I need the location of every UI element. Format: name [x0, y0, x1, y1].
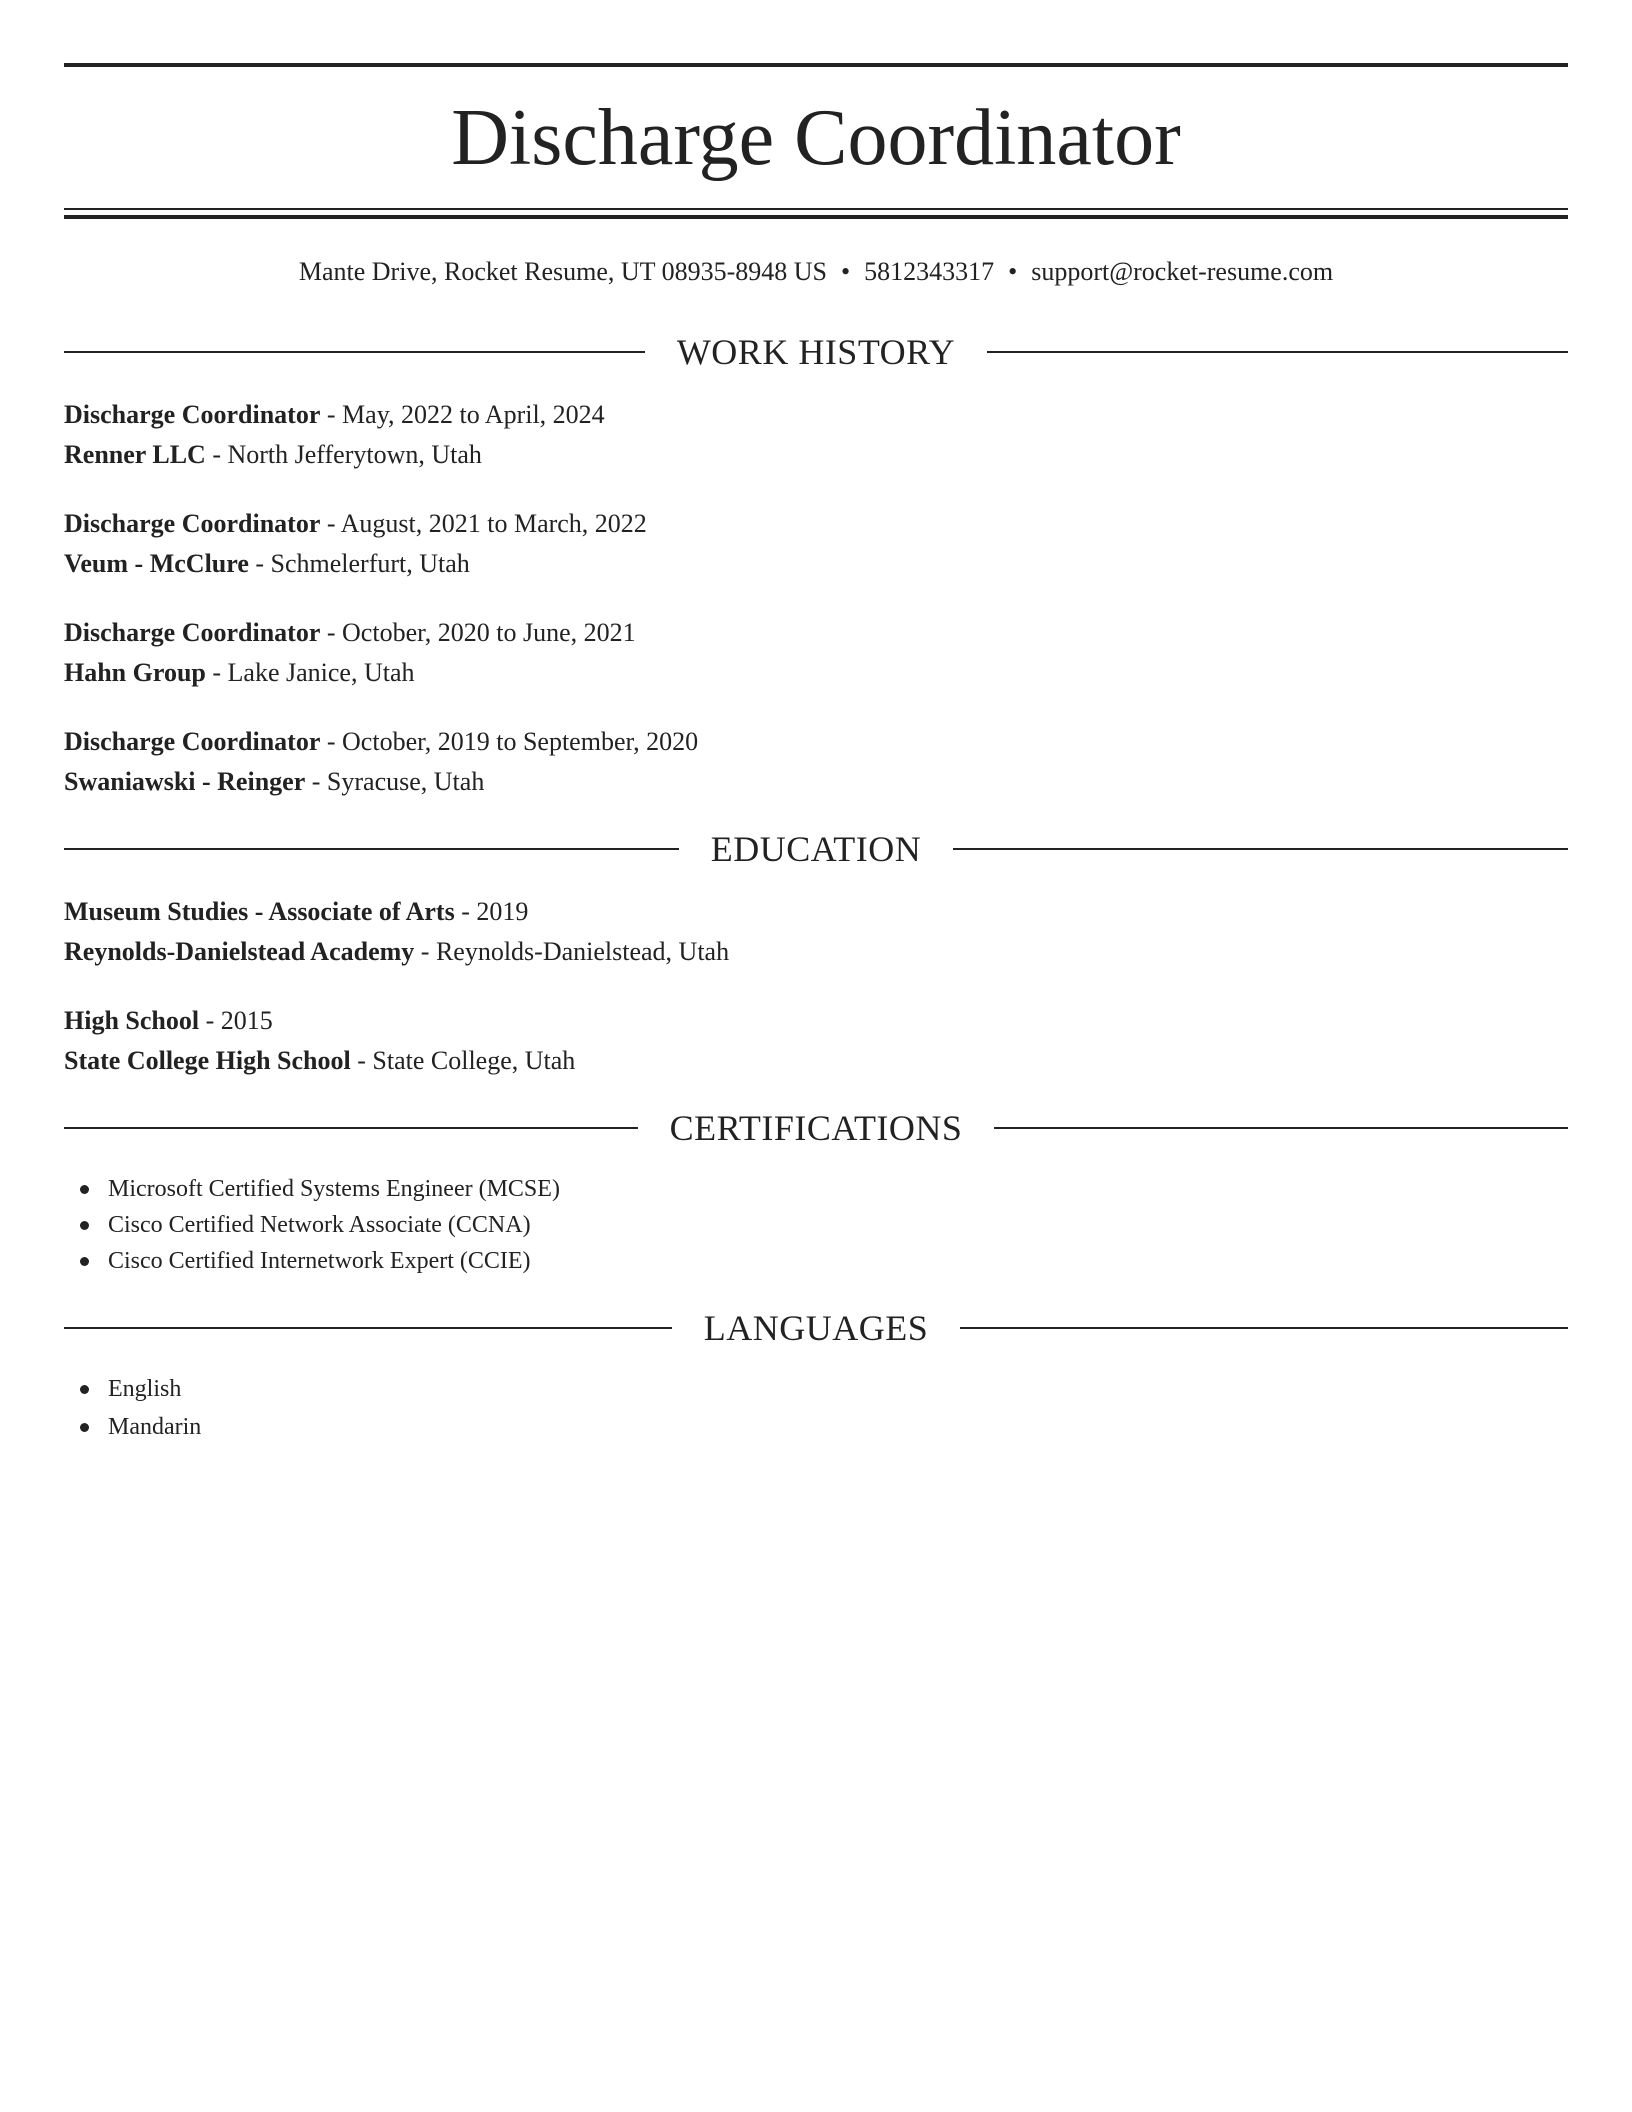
- list-item: Cisco Certified Internetwork Expert (CCIE): [64, 1243, 1568, 1279]
- divider-line: [64, 351, 645, 353]
- contact-phone: 5812343317: [864, 257, 995, 286]
- section-title: EDUCATION: [710, 829, 922, 869]
- job-location: Schmelerfurt, Utah: [270, 549, 470, 578]
- job-title: Discharge Coordinator: [64, 727, 321, 756]
- job-dates: May, 2022 to April, 2024: [342, 400, 605, 429]
- section-heading-work-history: [64, 327, 1568, 377]
- work-entry: Discharge Coordinator - May, 2022 to April, 2024 Renner LLC - North Jefferytown, Utah: [64, 400, 605, 469]
- company-name: Swaniawski - Reinger: [64, 767, 306, 796]
- section-heading-education: [64, 824, 1568, 874]
- divider-line: [953, 848, 1568, 850]
- header-bottom-rule-thin: [64, 208, 1568, 210]
- section-title: LANGUAGES: [703, 1308, 929, 1348]
- education-year: 2015: [220, 1006, 273, 1035]
- company-name: Veum - McClure: [64, 549, 249, 578]
- job-dates: October, 2020 to June, 2021: [342, 618, 636, 647]
- contact-separator: •: [1008, 257, 1018, 286]
- school-location: Reynolds-Danielstead, Utah: [435, 937, 730, 966]
- contact-line: [64, 252, 1568, 292]
- section-title: CERTIFICATIONS: [669, 1108, 963, 1148]
- school-location: State College, Utah: [372, 1046, 576, 1075]
- contact-email: support@rocket-resume.com: [1031, 257, 1334, 286]
- contact-separator: •: [840, 257, 851, 286]
- job-title: Discharge Coordinator: [64, 400, 321, 429]
- header-bottom-rule-thick: [64, 215, 1568, 219]
- school-name: Reynolds-Danielstead Academy: [64, 937, 415, 966]
- company-name: Renner LLC: [64, 440, 206, 469]
- school-name: State College High School: [64, 1046, 351, 1075]
- page-title: Discharge Coordinator: [451, 94, 1181, 182]
- certifications-list: [64, 1171, 1568, 1279]
- section-heading-certifications: [64, 1103, 1568, 1153]
- list-item: Microsoft Certified Systems Engineer (MCSE): [64, 1171, 1568, 1207]
- list-item: English: [64, 1370, 1568, 1408]
- bullet-icon: [80, 1257, 89, 1266]
- job-location: Lake Janice, Utah: [227, 658, 415, 687]
- degree-name: Museum Studies - Associate of Arts: [64, 897, 455, 926]
- bullet-icon: [80, 1221, 89, 1230]
- education-year: 2019: [476, 897, 529, 926]
- divider-line: [64, 1127, 638, 1129]
- work-entry: Discharge Coordinator - October, 2019 to September, 2020 Swaniawski - Reinger - Syracuse, Utah: [64, 727, 699, 796]
- list-item: Mandarin: [64, 1408, 1568, 1446]
- divider-line: [64, 848, 679, 850]
- divider-line: [960, 1327, 1568, 1329]
- job-dates: October, 2019 to September, 2020: [342, 727, 699, 756]
- job-location: Syracuse, Utah: [326, 767, 485, 796]
- work-entry: Discharge Coordinator - October, 2020 to June, 2021 Hahn Group - Lake Janice, Utah: [64, 618, 636, 687]
- divider-line: [987, 351, 1568, 353]
- section-title: WORK HISTORY: [676, 332, 956, 372]
- header-top-rule: [64, 63, 1568, 67]
- list-item: Cisco Certified Network Associate (CCNA): [64, 1207, 1568, 1243]
- degree-name: High School: [64, 1006, 200, 1035]
- divider-line: [994, 1127, 1568, 1129]
- languages-list: [64, 1370, 1568, 1446]
- job-dates: August, 2021 to March, 2022: [340, 509, 647, 538]
- education-entry: Museum Studies - Associate of Arts - 2019 Reynolds-Danielstead Academy - Reynolds-Danielstead, Utah: [64, 897, 730, 966]
- contact-address: Mante Drive, Rocket Resume, UT 08935-8948 US: [298, 257, 827, 286]
- bullet-icon: [80, 1423, 89, 1432]
- job-title: Discharge Coordinator: [64, 618, 321, 647]
- job-title: Discharge Coordinator: [64, 509, 321, 538]
- education-entry: High School - 2015 State College High School - State College, Utah: [64, 1006, 576, 1075]
- divider-line: [64, 1327, 672, 1329]
- job-location: North Jefferytown, Utah: [227, 440, 482, 469]
- bullet-icon: [80, 1185, 89, 1194]
- section-heading-languages: [64, 1303, 1568, 1353]
- bullet-icon: [80, 1385, 89, 1394]
- work-entry: Discharge Coordinator - August, 2021 to March, 2022 Veum - McClure - Schmelerfurt, Utah: [64, 509, 647, 578]
- company-name: Hahn Group: [64, 658, 206, 687]
